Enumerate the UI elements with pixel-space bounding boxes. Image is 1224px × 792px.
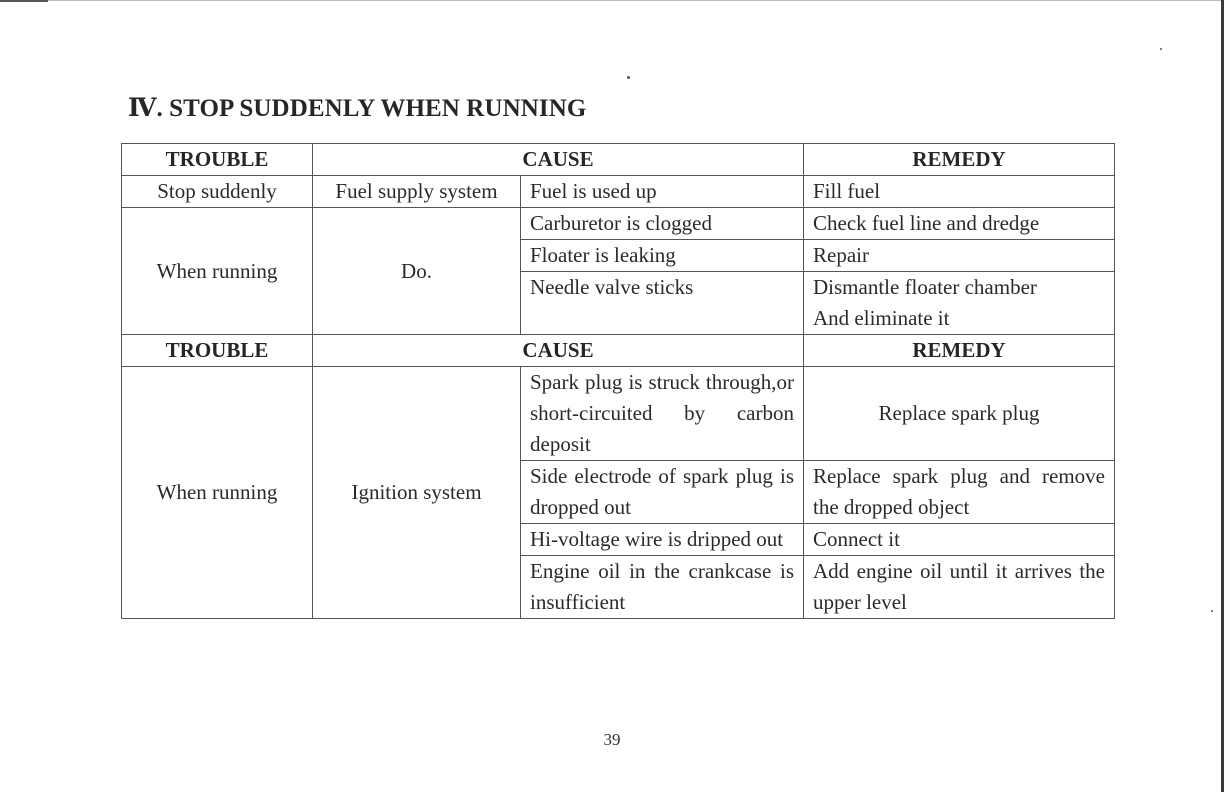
header-trouble: TROUBLE (122, 144, 313, 176)
trouble-cell: When running (122, 208, 313, 335)
remedy-cell: Replace spark plug and remove the dropped object (804, 461, 1115, 524)
scan-edge-top (0, 0, 1224, 1)
page-number: 39 (603, 730, 621, 749)
header-row (122, 335, 1115, 367)
remedy-line: Dismantle floater chamber (813, 275, 1037, 299)
trouble-cell: Stop suddenly (122, 176, 313, 208)
scan-speck (1160, 48, 1162, 50)
header-trouble: TROUBLE (122, 335, 313, 367)
cause-cell: Side electrode of spark plug is dropped out (521, 461, 804, 524)
cause-cell: Floater is leaking (521, 240, 804, 272)
page-title: Ⅳ. STOP SUDDENLY WHEN RUNNING (128, 95, 587, 122)
cause-cell: Spark plug is struck through,or short-circuited by carbon deposit (521, 367, 804, 461)
scan-mark (0, 0, 48, 2)
troubleshooting-table (121, 143, 1115, 619)
remedy-cell: Repair (804, 240, 1115, 272)
scan-speck (1211, 610, 1213, 612)
header-remedy: REMEDY (804, 335, 1115, 367)
cause-cell: Hi-voltage wire is dripped out (521, 524, 804, 556)
system-cell: Ignition system (313, 367, 521, 619)
cause-cell: Fuel is used up (521, 176, 804, 208)
trouble-cell: When running (122, 367, 313, 619)
remedy-cell: Connect it (804, 524, 1115, 556)
remedy-cell (804, 272, 1115, 335)
header-remedy: REMEDY (804, 144, 1115, 176)
cause-cell: Engine oil in the crankcase is insufficient (521, 556, 804, 619)
remedy-cell: Fill fuel (804, 176, 1115, 208)
system-cell: Fuel supply system (313, 176, 521, 208)
system-cell: Do. (313, 208, 521, 335)
cause-cell: Carburetor is clogged (521, 208, 804, 240)
remedy-cell: Add engine oil until it arrives the upper level (804, 556, 1115, 619)
remedy-cell: Check fuel line and dredge (804, 208, 1115, 240)
table-row (122, 367, 1115, 461)
scan-speck (627, 76, 630, 79)
remedy-line: And eliminate it (813, 306, 950, 330)
table-row (122, 176, 1115, 208)
cause-cell: Needle valve sticks (521, 272, 804, 335)
table-row (122, 208, 1115, 240)
header-row (122, 144, 1115, 176)
remedy-cell: Replace spark plug (804, 367, 1115, 461)
header-cause: CAUSE (313, 335, 804, 367)
header-cause: CAUSE (313, 144, 804, 176)
